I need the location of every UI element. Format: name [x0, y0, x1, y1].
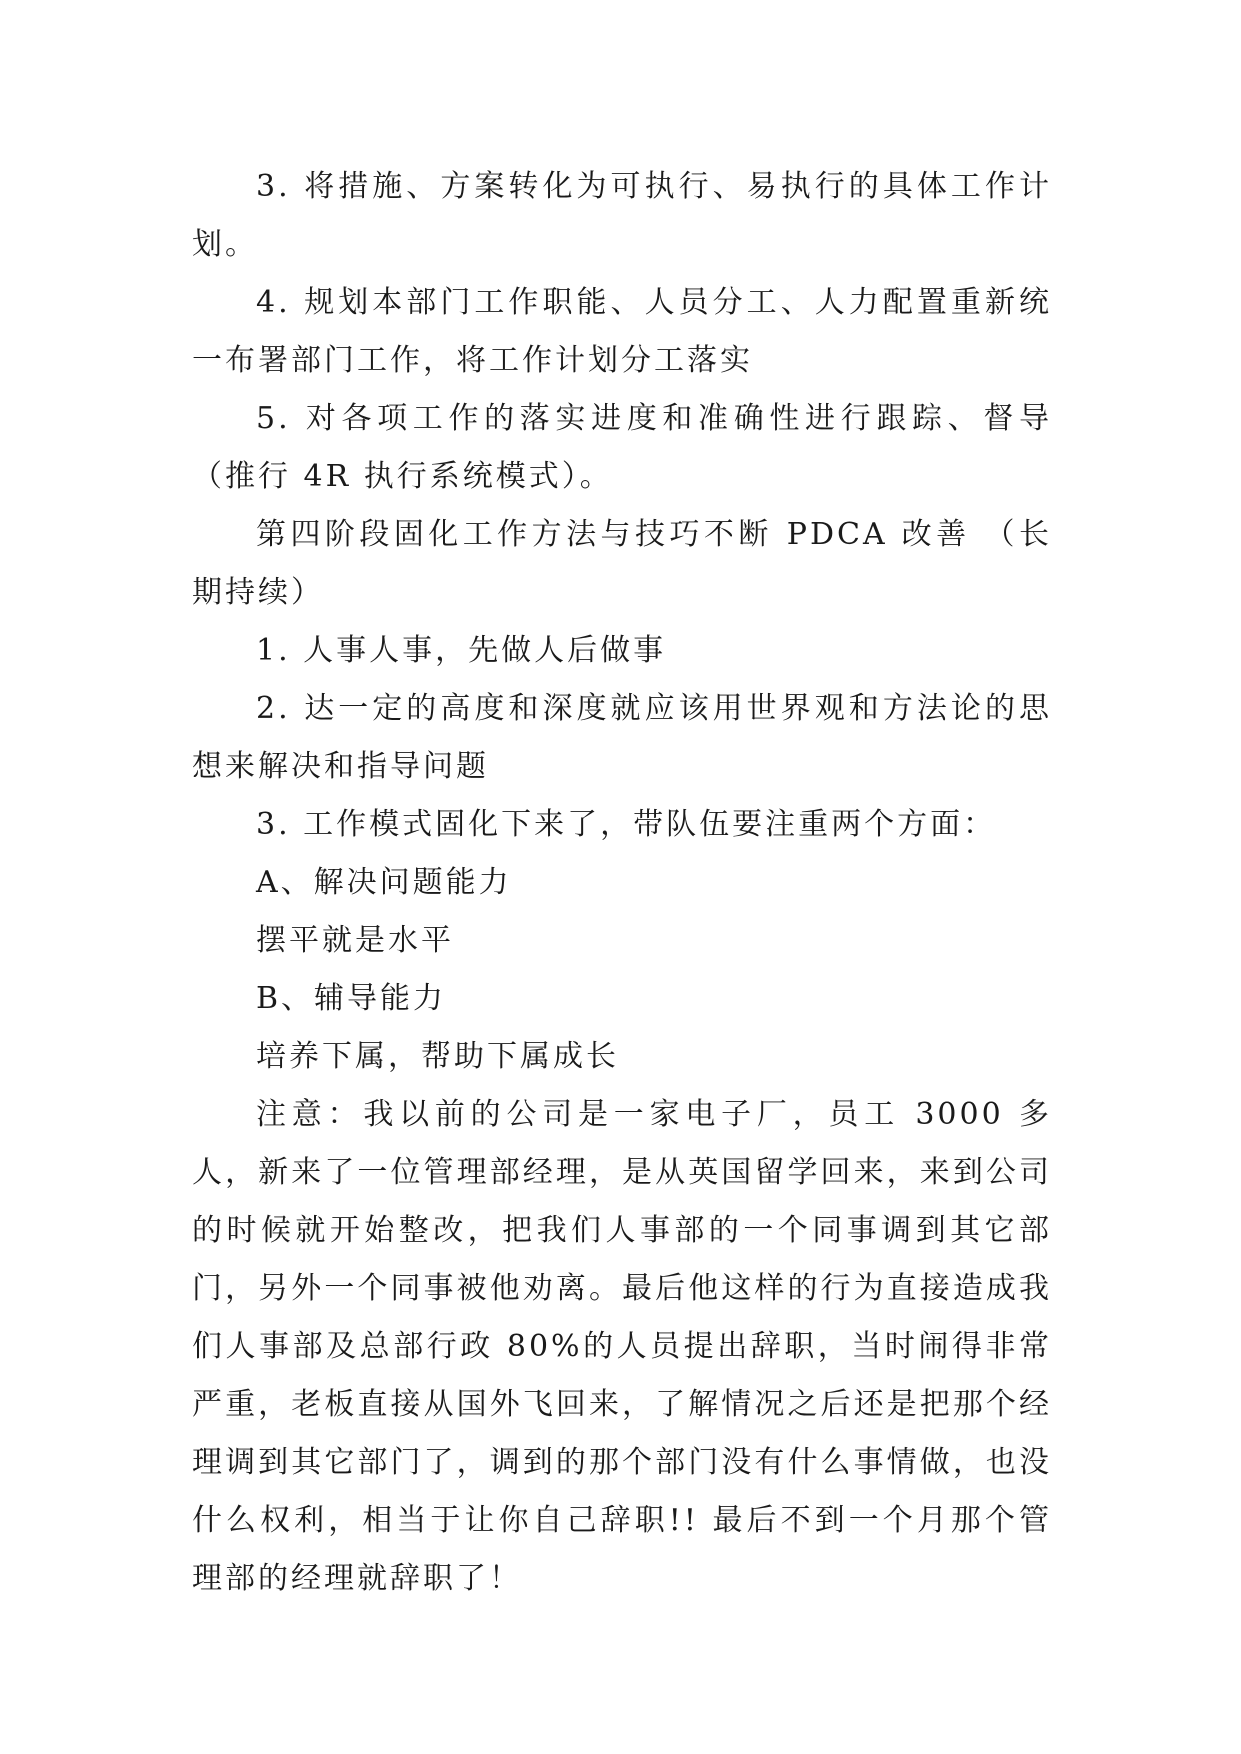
paragraph-ability-b-note: 培养下属，帮助下属成长: [256, 1039, 619, 1074]
paragraph-step-4-deploy: 4. 规划本部门工作职能、人员分工、人力配置重新统一布署部门工作，将工作计划分工落实: [192, 285, 1052, 378]
paragraph-item-2: 2. 达一定的高度和深度就应该用世界观和方法论的思想来解决和指导问题: [192, 691, 1052, 784]
paragraph-ability-b: B、辅导能力: [256, 981, 447, 1016]
paragraph-stage-4-heading: 第四阶段固化工作方法与技巧不断 PDCA 改善 （长期持续）: [192, 517, 1052, 610]
paragraph-step-5-track: 5. 对各项工作的落实进度和准确性进行跟踪、督导（推行 4R 执行系统模式）。: [192, 401, 1052, 494]
document-body: [192, 158, 1052, 1608]
paragraph-item-3: 3. 工作模式固化下来了，带队伍要注重两个方面：: [256, 807, 997, 842]
paragraph-ability-a: A、解决问题能力: [256, 865, 512, 900]
paragraph-item-1: 1. 人事人事，先做人后做事: [256, 633, 667, 668]
paragraph-ability-a-note: 摆平就是水平: [256, 923, 454, 958]
paragraph-note-story: 注意：我以前的公司是一家电子厂，员工 3000 多人，新来了一位管理部经理，是从英国留学回来，来到公司的时候就开始整改，把我们人事部的一个同事调到其它部门，另外一个同事被他劝离。最后他这样的行为直接造成我们人事部及总部行政 80%的人员提出辞职，当时闹得非常严重，老板直接从国外飞回来，了解情况之后还是把那个经理调到其它部门了，调到的那个部门没有什么事情做，也没什么权利，相当于让你自己辞职!! 最后不到一个月那个管理部的经理就辞职了！: [192, 1097, 1052, 1596]
paragraph-step-3-plan: 3. 将措施、方案转化为可执行、易执行的具体工作计划。: [192, 169, 1052, 262]
